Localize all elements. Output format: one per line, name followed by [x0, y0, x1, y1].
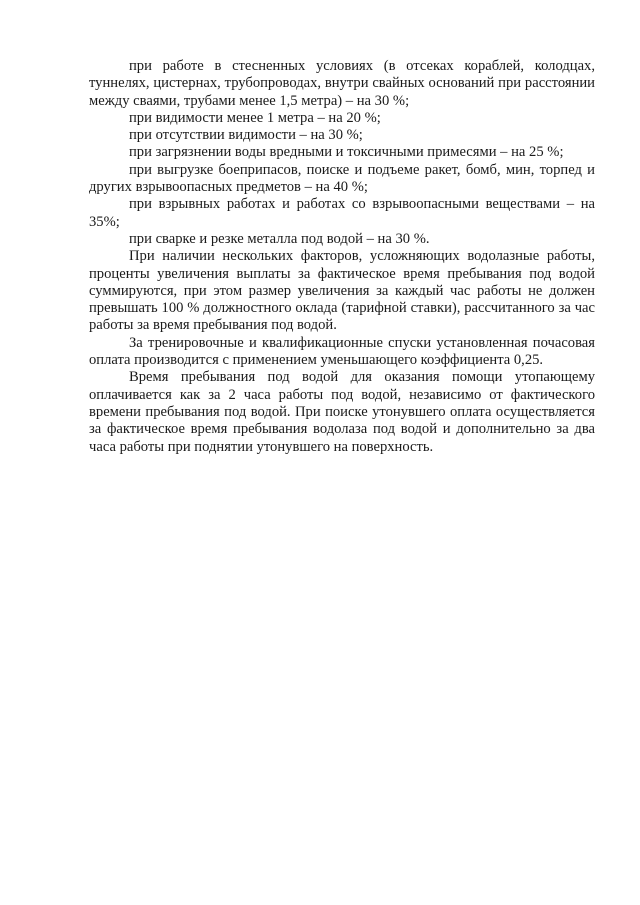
- paragraph-blasting-works: при взрывных работах и работах со взрывоопасными веществами – на 35%;: [89, 196, 595, 230]
- paragraph-ammunition-unloading: при выгрузке боеприпасов, поиске и подъеме ракет, бомб, мин, торпед и других взрывоопасных предметов – на 40 %;: [89, 161, 595, 196]
- paragraph-rescue-payment: Время пребывания под водой для оказания помощи утопающему оплачивается как за 2 часа работы под водой, независимо от фактического времени пребывания под водой. При поиске утонувшего оплата осуществляется за фактическое время пребывания водолаза под водой и дополнительно за два часа работы при поднятии утонувшего на поверхность.: [89, 369, 595, 455]
- paragraph-no-visibility: при отсутствии видимости – на 30 %;: [129, 127, 363, 144]
- document-body: [89, 58, 595, 456]
- paragraph-water-pollution: при загрязнении воды вредными и токсичными примесями – на 25 %;: [129, 144, 564, 161]
- paragraph-training-dives: За тренировочные и квалификационные спуски установленная почасовая оплата производится с применением уменьшающего коэффициента 0,25.: [89, 334, 595, 369]
- paragraph-multiple-factors: При наличии нескольких факторов, усложняющих водолазные работы, проценты увеличения выплаты за фактическое время пребывания под водой суммируются, при этом размер увеличения за каждый час работы не должен превышать 100 % должностного оклада (тарифной ставки), рассчитанного за час работы за время пребывания под водой.: [89, 248, 595, 334]
- paragraph-underwater-welding: при сварке и резке металла под водой – на 30 %.: [129, 230, 430, 247]
- paragraph-visibility-under-1m: при видимости менее 1 метра – на 20 %;: [129, 109, 381, 126]
- paragraph-confined-conditions: при работе в стесненных условиях (в отсеках кораблей, колодцах, туннелях, цистернах, трубопроводах, внутри свайных оснований при расстоянии между сваями, трубами менее 1,5 метра) – на 30 %;: [89, 58, 595, 109]
